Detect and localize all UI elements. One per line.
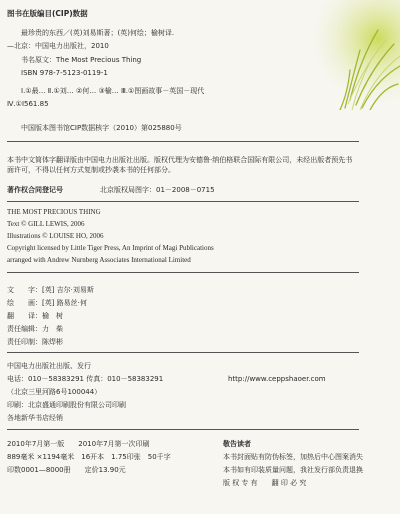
publisher-name: 中国电力出版社出版、发行 xyxy=(7,362,91,370)
credit-label: 文 字： xyxy=(7,286,42,294)
publisher-contact: 电话：010－58383291 传真：010－58383291 xyxy=(7,375,164,383)
cip-header: 图书在版编目(CIP)数据 xyxy=(7,9,88,18)
cip-line-3: 书名原文：The Most Precious Thing xyxy=(21,56,142,64)
distributor-line: 各地新华书店经销 xyxy=(7,414,63,422)
cip-line-6: Ⅳ.①I561.85 xyxy=(7,100,49,108)
credit-writer xyxy=(7,285,94,296)
divider-5 xyxy=(7,429,359,430)
cip-line-1: 最珍贵的东西／(英)刘易斯著；(英)何绘；榆树译. xyxy=(21,29,175,37)
credit-label: 翻 译： xyxy=(7,312,42,320)
cip-line-5: Ⅰ.①最… Ⅱ.①刘… ②何… ③榆… Ⅲ.①图画故事－英国－现代 xyxy=(21,87,205,95)
notice-title: 敬告读者 xyxy=(223,440,251,448)
publisher-website: http://www.ceppshaoer.com xyxy=(228,375,326,383)
notice-line-2: 本书如有印装质量问题，我社发行部负责退换 xyxy=(223,466,363,474)
credit-translator xyxy=(7,311,63,322)
credit-print-supervisor xyxy=(7,337,63,348)
format-line: 889毫米 ×1194毫米 16开本 1.75印张 50千字 xyxy=(7,453,171,461)
credit-value: 榆 树 xyxy=(42,312,63,320)
credit-value: 力 柴 xyxy=(42,325,63,333)
credit-value: [英] 吉尔·刘易斯 xyxy=(42,286,94,294)
price-line: 印数0001—8000册 定价13.90元 xyxy=(7,466,126,474)
divider-4 xyxy=(7,352,359,353)
divider-3 xyxy=(7,272,359,273)
credit-value: 陈焊彬 xyxy=(42,338,63,346)
license-line: Copyright licensed by Little Tiger Press, An Imprint of Magi Publications xyxy=(7,244,214,252)
notice-line-1: 本书封面贴有防伪标签，加热后中心图案消失 xyxy=(223,453,363,461)
grass-illustration xyxy=(290,0,400,110)
credit-label: 责任编辑： xyxy=(7,325,42,333)
english-title: THE MOST PRECIOUS THING xyxy=(7,208,101,216)
credit-label: 责任印制： xyxy=(7,338,42,346)
credit-editor xyxy=(7,324,63,335)
registration-label: 著作权合同登记号 xyxy=(7,186,63,194)
copyright-notice: 本书中文简体字翻译版由中国电力出版社出版。版权代理为安德鲁·纳伯格联合国际有限公司，未经出版者预先书面许可，不得以任何方式复制或抄袭本书的任何部分。 xyxy=(7,156,353,174)
credit-label: 绘 画： xyxy=(7,299,42,307)
cip-line-2: —北京：中国电力出版社，2010 xyxy=(7,42,109,50)
cip-line-4: ISBN 978-7-5123-0119-1 xyxy=(21,69,108,77)
edition-line: 2010年7月第一版 2010年7月第一次印刷 xyxy=(7,440,150,448)
divider-1 xyxy=(7,141,359,142)
registration-value: 北京版权局图字：01－2008－0715 xyxy=(100,186,215,194)
agency-line: arranged with Andrew Nurnberg Associates International Limited xyxy=(7,256,191,264)
text-credit: Text © GILL LEWIS, 2006 xyxy=(7,220,85,228)
notice-line-3: 版 权 专 有 翻 印 必 究 xyxy=(223,479,307,487)
credit-illustrator xyxy=(7,298,87,309)
cip-record-number: 中国版本图书馆CIP数据核字（2010）第025880号 xyxy=(21,124,182,132)
illustrations-credit: Illustrations © LOUISE HO, 2006 xyxy=(7,232,104,240)
credit-value: [英] 路易丝·何 xyxy=(42,299,87,307)
printer-line: 印刷：北京盛通印刷股份有限公司印刷 xyxy=(7,401,126,409)
divider-2 xyxy=(7,201,359,202)
publisher-address: （北京三里河路6号100044） xyxy=(7,388,102,396)
